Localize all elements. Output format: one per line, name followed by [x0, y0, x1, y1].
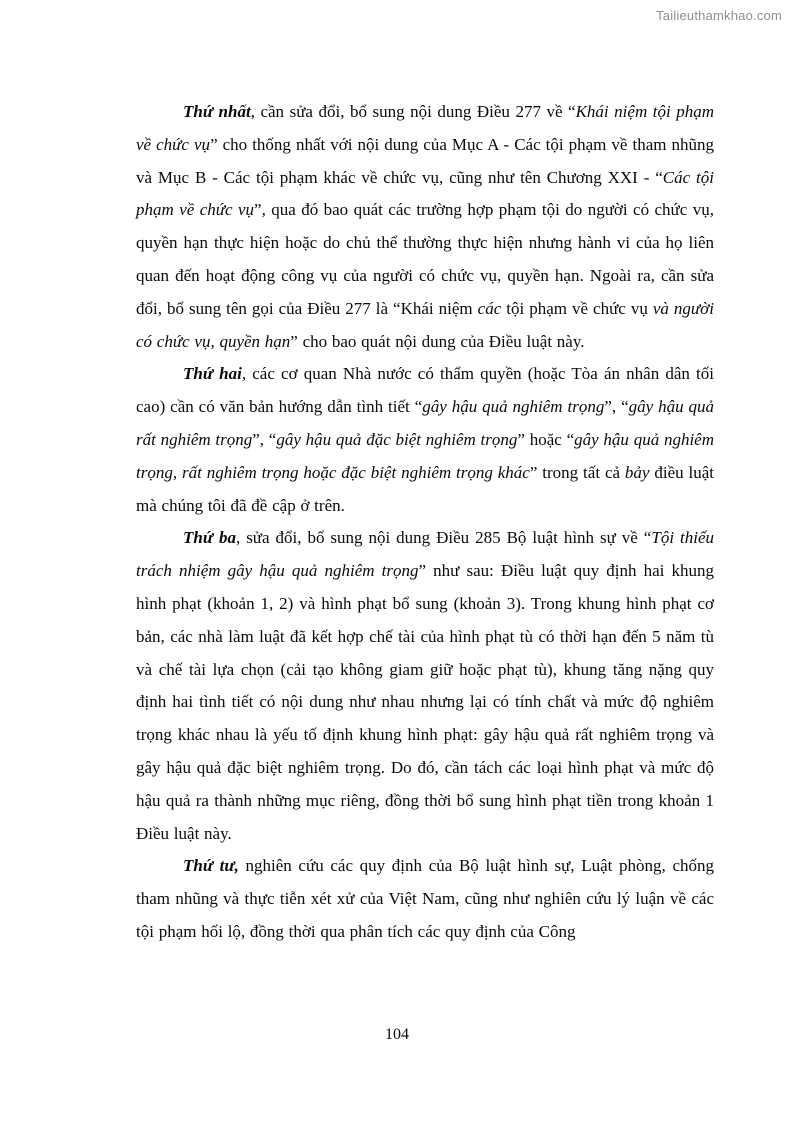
text-run: Thứ nhất: [183, 102, 251, 121]
text-run: gây hậu quả rất nghiêm trọng: [136, 397, 715, 449]
text-run: ”, qua đó bao quát các trường hợp phạm tội do người có chức vụ, quyền hạn thực hiện hoặc do chủ thể thường thực hiện nhưng hành vi của họ liên quan đến hoạt động công vụ của người có chức vụ, quyền hạn. Ngoài ra, cần sửa đổi, bổ sung tên gọi của Điều 277 là “Khái niệm: [136, 200, 714, 318]
text-run: ” trong tất cả: [529, 462, 625, 482]
paragraph: [136, 358, 714, 522]
text-run: ” cho thống nhất với nội dung của Mục A - Các tội phạm về tham nhũng và Mục B - Các tội phạm khác về chức vụ, cũng như tên Chương XXI - “: [136, 134, 715, 187]
text-run: ”, “: [604, 397, 629, 417]
text-run: các: [477, 298, 502, 318]
paragraph: [136, 850, 714, 948]
text-run: bảy: [624, 462, 650, 482]
page-number: 104: [385, 1026, 409, 1043]
text-run: Tội thiếu trách nhiệm gây hậu quả nghiêm trọng: [136, 528, 714, 581]
document-body: [136, 96, 714, 949]
text-run: điều luật mà chúng tôi đã đề cập ở trên.: [136, 462, 715, 515]
text-run: và người có chức vụ, quyền hạn: [136, 298, 714, 351]
text-run: gây hậu quả đặc biệt nghiêm trọng: [276, 429, 518, 449]
text-run: Thứ ba: [183, 528, 236, 548]
text-run: Thứ tư,: [183, 856, 239, 876]
text-run: ”, “: [252, 429, 277, 449]
text-run: ” hoặc “: [517, 429, 575, 449]
text-run: ” như sau: Điều luật quy định hai khung hình phạt (khoản 1, 2) và hình phạt bổ sung (khoản 3). Trong khung hình phạt cơ bản, các nhà làm luật đã kết hợp chế tài của hình phạt tù có thời hạn đến 5 năm tù và chế tài lựa chọn (cải tạo không giam giữ hoặc phạt tù), khung tăng nặng quy định hai tình tiết có nội dung như nhau nhưng lại có tính chất và mức độ nghiêm trọng khác nhau là yếu tố định khung hình phạt: gây hậu quả rất nghiêm trọng và gây hậu quả đặc biệt nghiêm trọng. Do đó, cần tách các loại hình phạt và mức độ hậu quả ra thành những mục riêng, đồng thời bổ sung hình phạt tiền trong khoản 1 Điều luật này.: [136, 561, 714, 843]
text-run: nghiên cứu các quy định của Bộ luật hình sự, Luật phòng, chống tham nhũng và thực tiễn xét xử của Việt Nam, cũng như nghiên cứu lý luận về các tội phạm hối lộ, đồng thời qua phân tích các quy định của Công: [136, 856, 714, 941]
paragraph: [136, 522, 714, 850]
text-run: Khái niệm tội phạm về chức vụ: [136, 102, 714, 154]
text-run: tội phạm về chức vụ: [501, 298, 653, 318]
text-run: ” cho bao quát nội dung của Điều luật này.: [290, 331, 585, 351]
text-run: , các cơ quan Nhà nước có thẩm quyền (hoặc Tòa án nhân dân tối cao) cần có văn bản hướng dẫn tình tiết “: [136, 364, 715, 417]
text-run: Các tội phạm về chức vụ: [136, 167, 714, 220]
text-run: , sửa đổi, bổ sung nội dung Điều 285 Bộ luật hình sự về “: [235, 528, 652, 548]
watermark-text: Tailieuthamkhao.com: [656, 8, 782, 23]
text-run: Thứ hai: [183, 364, 242, 384]
text-run: gây hậu quả nghiêm trọng, rất nghiêm trọng hoặc đặc biệt nghiêm trọng khác: [136, 429, 715, 482]
text-run: , cần sửa đổi, bổ sung nội dung Điều 277 về “: [250, 102, 576, 121]
text-run: gây hậu quả nghiêm trọng: [422, 397, 605, 417]
paragraph: [136, 96, 714, 358]
